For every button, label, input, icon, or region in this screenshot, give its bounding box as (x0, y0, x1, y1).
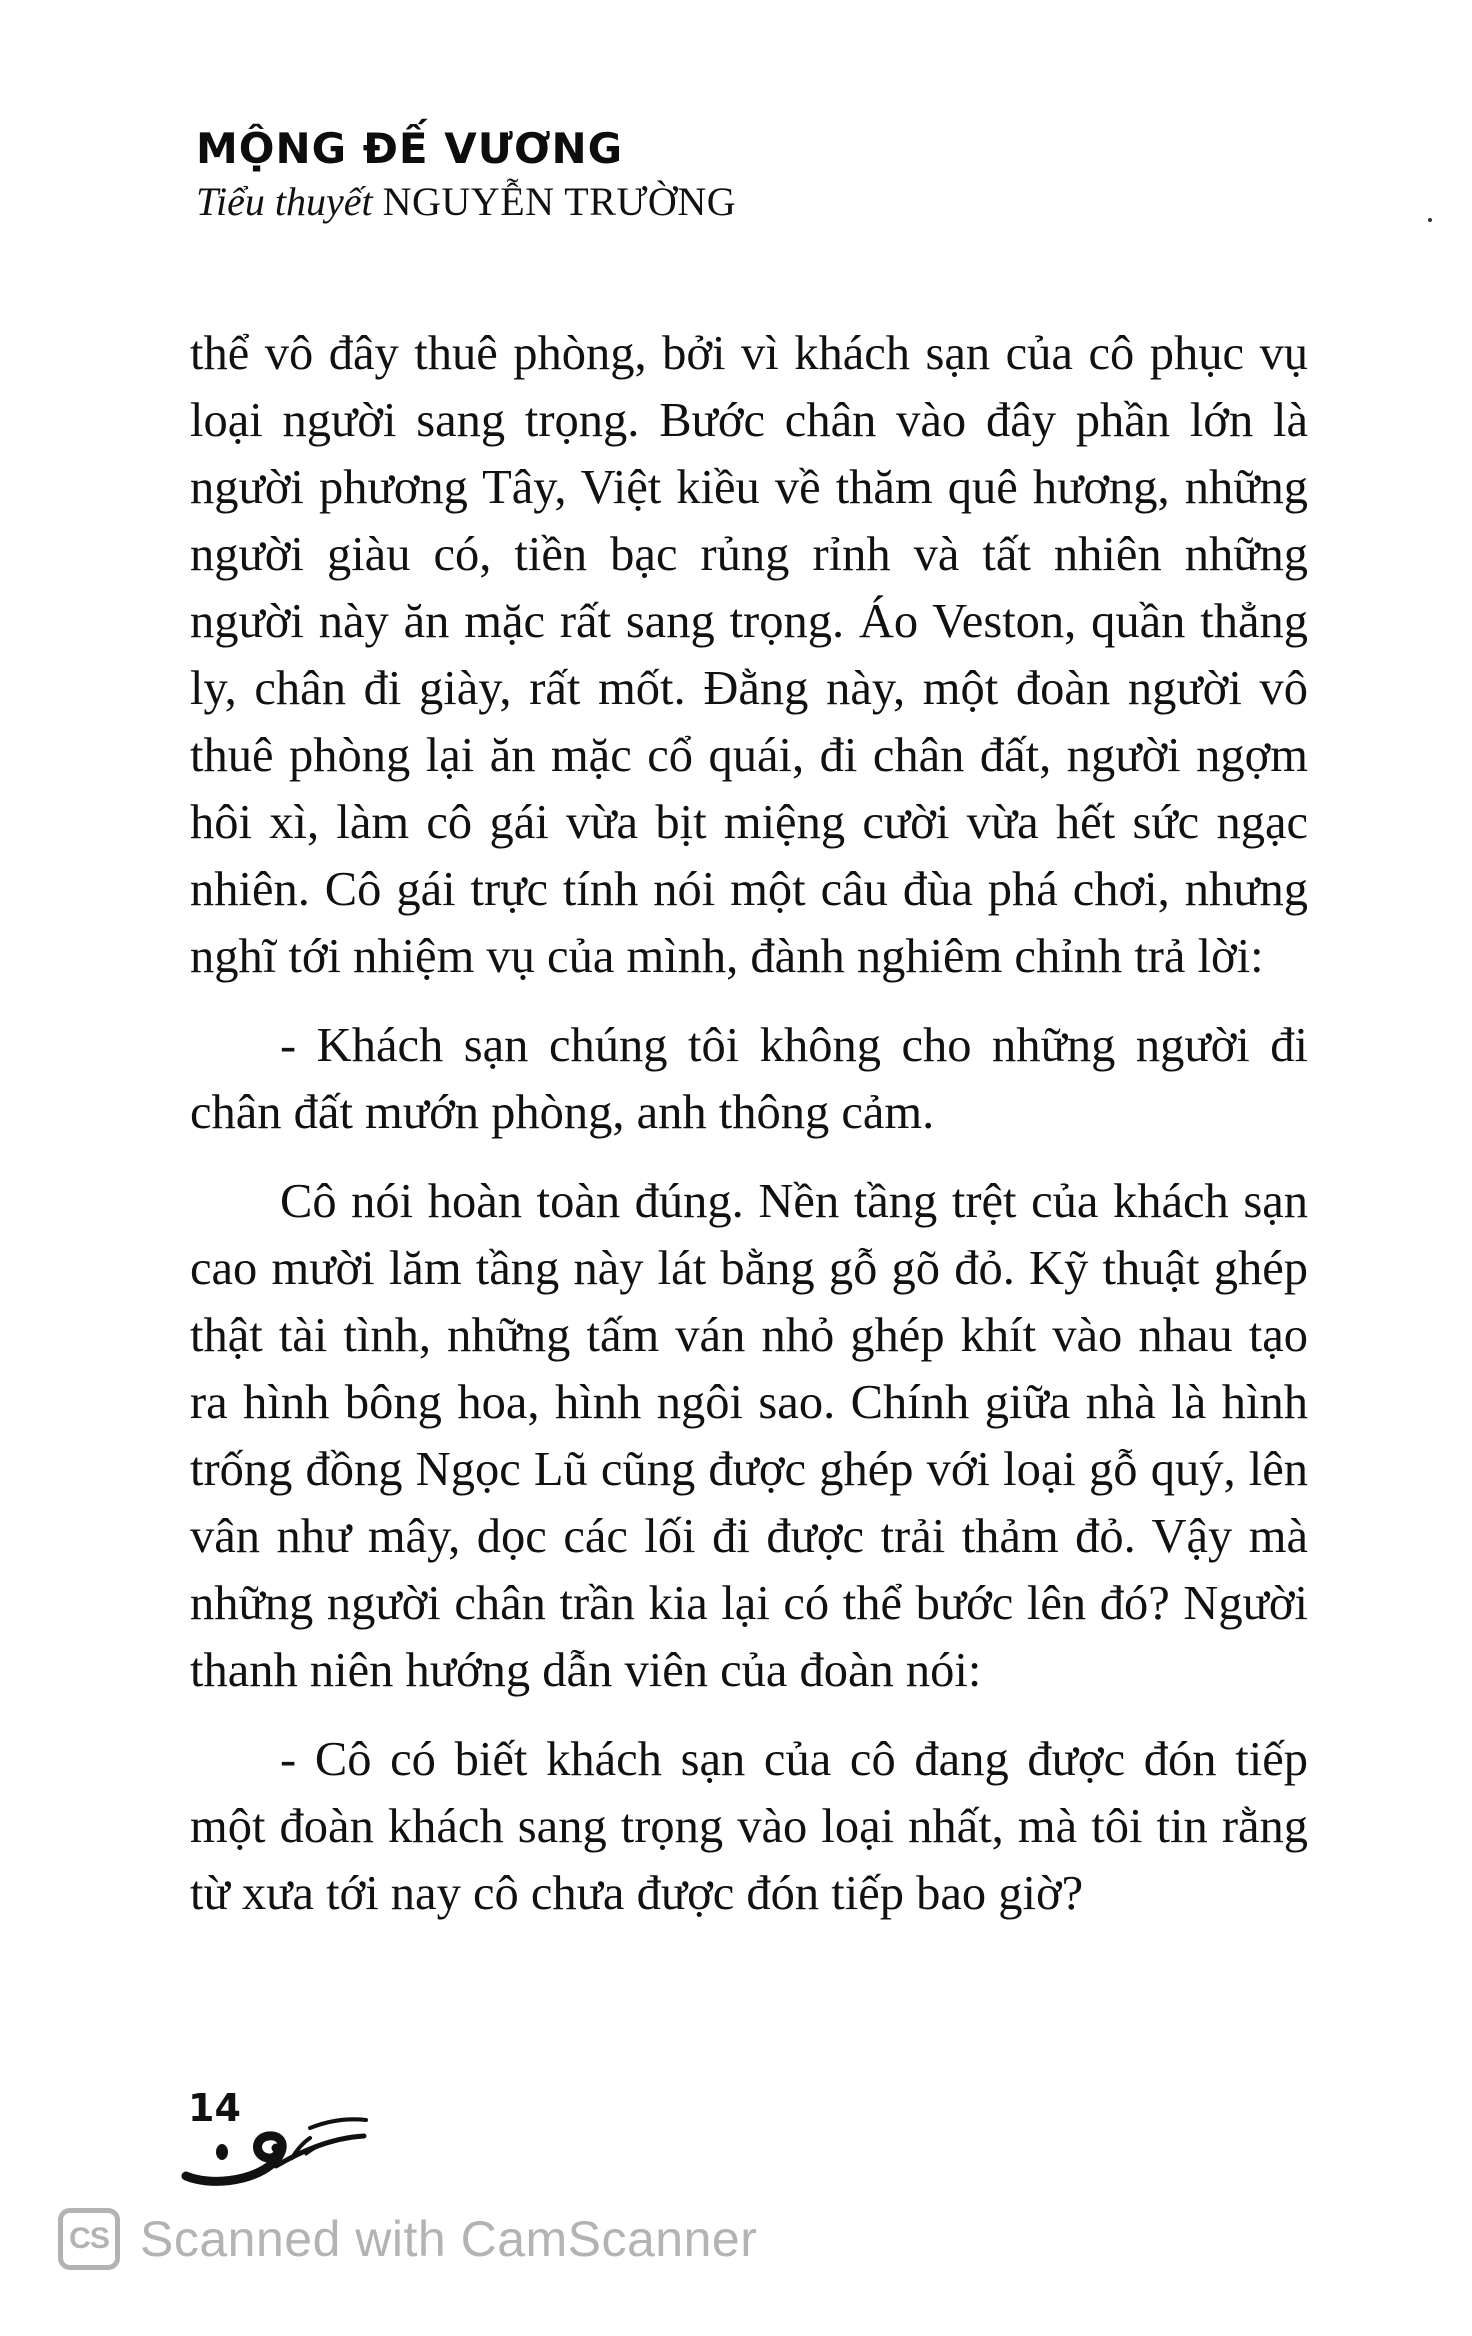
book-title: MỘNG ĐẾ VƯƠNG (196, 124, 624, 173)
book-subtitle (196, 180, 736, 224)
genre-label: Tiểu thuyết (196, 179, 373, 224)
dialogue-paragraph: - Cô có biết khách sạn của cô đang được đón tiếp một đoàn khách sang trọng vào loại nhất, mà tôi tin rằng từ xưa tới nay cô chưa được đón tiếp bao giờ? (190, 1733, 1308, 1920)
camscanner-logo-icon: CS (58, 2208, 120, 2270)
body-text (190, 320, 1308, 1927)
scanner-watermark (58, 2208, 757, 2270)
dialogue-paragraph: - Khách sạn chúng tôi không cho những người đi chân đất mướn phòng, anh thông cảm. (190, 1019, 1308, 1139)
paragraph: thể vô đây thuê phòng, bởi vì khách sạn của cô phục vụ loại người sang trọng. Bước chân vào đây phần lớn là người phương Tây, Việt kiều về thăm quê hương, những người giàu có, tiền bạc rủng rỉnh và tất nhiên những người này ăn mặc rất sang trọng. Áo Veston, quần thẳng ly, chân đi giày, rất mốt. Đằng này, một đoàn người vô thuê phòng lại ăn mặc cổ quái, đi chân đất, người ngợm hôi xì, làm cô gái vừa bịt miệng cười vừa hết sức ngạc nhiên. Cô gái trực tính nói một câu đùa phá chơi, nhưng nghĩ tới nhiệm vụ của mình, đành nghiêm chỉnh trả lời: (190, 327, 1308, 983)
running-header (196, 124, 737, 224)
author-name: NGUYỄN TRƯỜNG (382, 179, 737, 224)
watermark-text: Scanned with CamScanner (140, 2211, 758, 2267)
flourish-ornament-icon (180, 2108, 370, 2188)
page-number: 14 (188, 2086, 241, 2130)
paragraph: Cô nói hoàn toàn đúng. Nền tầng trệt của khách sạn cao mười lăm tầng này lát bằng gỗ gõ đỏ. Kỹ thuật ghép thật tài tình, những tấm ván nhỏ ghép khít vào nhau tạo ra hình bông hoa, hình ngôi sao. Chính giữa nhà là hình trống đồng Ngọc Lũ cũng được ghép với loại gỗ quý, lên vân như mây, dọc các lối đi được trải thảm đỏ. Vậy mà những người chân trần kia lại có thể bước lên đó? Người thanh niên hướng dẫn viên của đoàn nói: (190, 1175, 1308, 1697)
scan-speck (1428, 218, 1432, 222)
